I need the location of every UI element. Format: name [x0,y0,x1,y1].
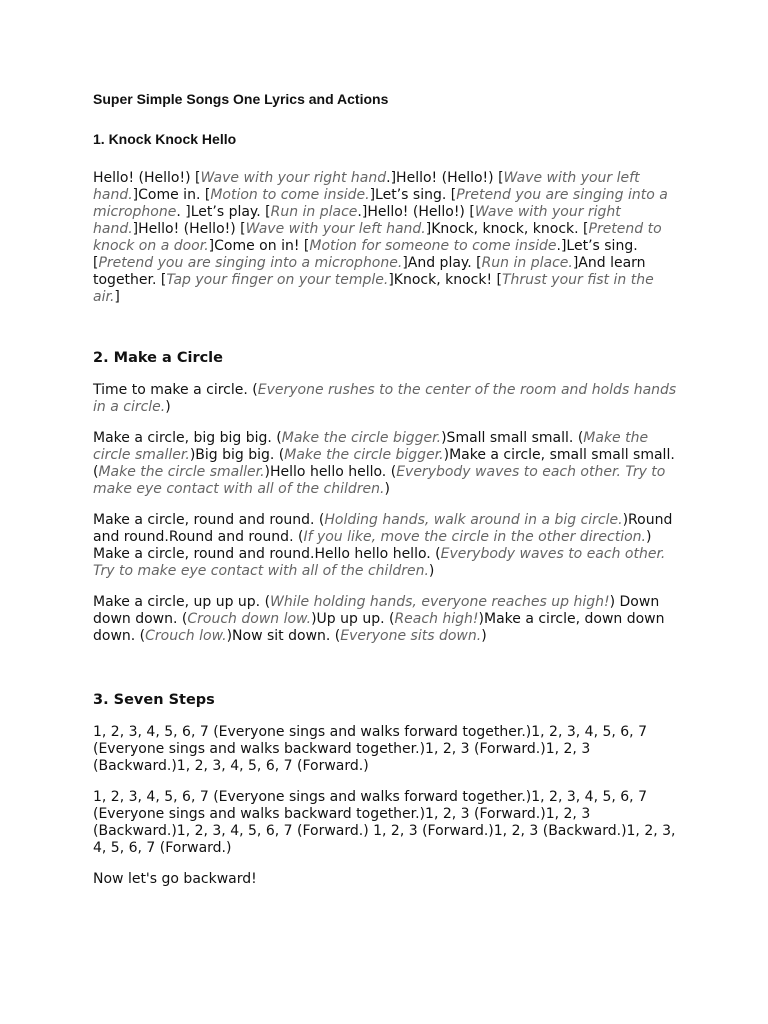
lyric-text: .]Hello! (Hello!) [ [357,204,475,220]
action-text: Make the circle smaller. [98,464,265,480]
lyric-text: )Up up up. ( [311,611,395,627]
lyric-text: ) [165,399,171,415]
action-text: Motion for someone to come inside [309,238,557,254]
action-text: Wave with your left hand. [93,170,640,203]
action-text: Everyone sits down. [340,628,482,644]
lyrics-paragraph [93,430,683,498]
action-text: Pretend you are singing into a microphone [93,187,668,220]
action-text: Wave with your right hand. [93,204,621,237]
action-text: Crouch low. [145,628,227,644]
lyric-text: Make a circle, round and round. ( [93,512,325,528]
lyric-text: )Make a circle, down down down. ( [93,611,665,644]
lyric-text: .]Hello! (Hello!) [ [386,170,504,186]
action-text: Everybody waves to each other. Try to make eye contact with all of the children. [93,546,666,579]
lyric-text: . ]Let’s play. [ [176,204,271,220]
lyric-text: .]Let’s sing. [ [93,238,638,271]
lyric-text: ]And play. [ [402,255,482,271]
lyric-text: ]Come on in! [ [208,238,310,254]
lyric-text: )Hello hello hello. ( [264,464,397,480]
action-text: Make the circle bigger. [281,430,442,446]
lyric-text: )Make a circle, small small small. ( [93,447,675,480]
lyric-text: )Big big big. ( [189,447,285,463]
action-text: Holding hands, walk around in a big circle. [324,512,623,528]
action-text: If you like, move the circle in the other direction. [303,529,646,545]
lyric-text: ] [114,289,120,305]
action-text: While holding hands, everyone reaches up high! [270,594,610,610]
action-text: Tap your finger on your temple. [166,272,389,288]
action-text: Run in place. [481,255,573,271]
lyric-text: ) Make a circle, round and round.Hello hello hello. ( [93,529,652,562]
lyric-text: )Round and round.Round and round. ( [93,512,673,545]
lyric-text: ]Knock, knock, knock. [ [425,221,589,237]
lyrics-paragraph: Now let's go backward! [93,871,257,887]
lyric-text: Time to make a circle. ( [93,382,258,398]
lyric-text: Make a circle, up up up. ( [93,594,271,610]
lyrics-paragraph: 1, 2, 3, 4, 5, 6, 7 (Everyone sings and walks forward together.)1, 2, 3, 4, 5, 6, 7 (Everyone sings and walks backward together.)1, 2, 3 (Forward.)1, 2, 3 (Backward.)1, 2, 3, 4, 5, 6, 7 (Forward.) [93,724,647,774]
action-text: Run in place [270,204,358,220]
lyric-text: ]And learn together. [ [93,255,646,288]
document-page [93,90,683,888]
action-text: Make the circle bigger. [284,447,444,463]
action-text: Crouch down low. [187,611,312,627]
lyric-text: Make a circle, big big big. ( [93,430,282,446]
lyrics-paragraph [93,170,683,306]
lyric-text: ) [384,481,390,497]
lyrics-paragraph: 1, 2, 3, 4, 5, 6, 7 (Everyone sings and walks forward together.)1, 2, 3, 4, 5, 6, 7 (Everyone sings and walks backward together.)1, 2, 3 (Forward.)1, 2, 3 (Backward.)1, 2, 3, 4, 5, 6, 7 (Forward.) 1, 2, 3 (Forward.)1, 2, 3 (Backward.)1, 2, 3, 4, 5, 6, 7 (Forward.) [93,789,676,856]
document-title: Super Simple Songs One Lyrics and Actions [93,91,389,107]
lyric-text: ]Hello! (Hello!) [ [132,221,246,237]
section-heading-make-a-circle: 2. Make a Circle [93,350,223,366]
lyric-text: ) [428,563,435,579]
action-text: Make the circle smaller. [93,430,649,463]
action-text: Thrust your fist in the air. [93,272,654,305]
lyrics-paragraph [93,594,683,645]
lyric-text: )Now sit down. ( [226,628,341,644]
lyric-text: ) Down down down. ( [93,594,660,627]
lyrics-paragraph [93,512,683,580]
action-text: Pretend to knock on a door. [93,221,662,254]
action-text: Everyone rushes to the center of the room and holds hands in a circle. [93,382,677,415]
lyric-text: )Small small small. ( [441,430,584,446]
lyrics-paragraph [93,382,683,416]
lyric-text: Hello! (Hello!) [ [93,170,201,186]
action-text: Pretend you are singing into a microphone. [98,255,403,271]
section-heading-knock-knock-hello: 1. Knock Knock Hello [93,131,237,147]
action-text: Everybody waves to each other. Try to make eye contact with all of the children. [93,464,666,497]
action-text: Reach high! [394,611,479,627]
lyric-text: ]Come in. [ [132,187,211,203]
action-text: Motion to come inside. [210,187,370,203]
section-heading-seven-steps: 3. Seven Steps [93,692,215,708]
action-text: Wave with your left hand. [245,221,426,237]
lyric-text: ]Let’s sing. [ [369,187,457,203]
lyric-text: ]Knock, knock! [ [388,272,502,288]
lyric-text: ) [481,628,487,644]
action-text: Wave with your right hand [200,170,387,186]
